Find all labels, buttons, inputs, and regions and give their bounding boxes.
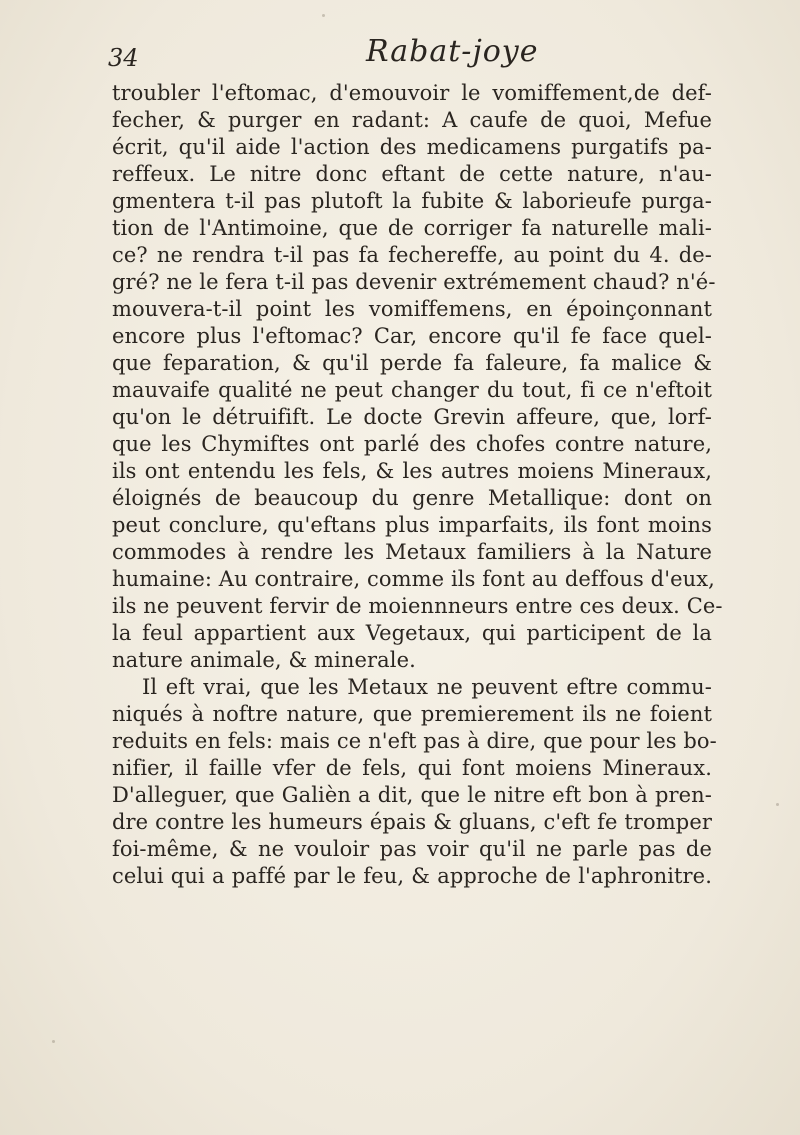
page-number: 34 [108,44,139,72]
text-line: la feul appartient aux Vegetaux, qui participent de la [112,621,712,645]
text-line: D'alleguer, que Galièn a dit, que le nitre eft bon à pren- [112,783,712,807]
text-line: troubler l'eftomac, d'emouvoir le vomiffement,de def- [112,81,712,105]
text-line: reduits en fels: mais ce n'eft pas à dire, que pour les bo- [112,729,717,753]
text-line: nature animale, & minerale. [112,648,416,672]
body-text [112,80,723,890]
text-line: ils ne peuvent fervir de moiennneurs entre ces deux. Ce- [112,594,723,618]
text-line: qu'on le détruifift. Le docte Grevin affeure, que, lorf- [112,405,712,429]
text-line: niqués à noftre nature, que premierement ils ne foient [112,702,712,726]
running-title: Rabat-joye [366,34,539,69]
text-line: gré? ne le fera t-il pas devenir extrémement chaud? n'é- [112,270,716,294]
text-line: que les Chymiftes ont parlé des chofes contre nature, [112,432,712,456]
text-line: humaine: Au contraire, comme ils font au deffous d'eux, [112,567,715,591]
text-line: nifier, il faille vfer de fels, qui font moiens Mineraux. [112,756,712,780]
text-line: tion de l'Antimoine, que de corriger fa naturelle mali- [112,216,712,240]
text-line: peut conclure, qu'eftans plus imparfaits, ils font moins [112,513,712,537]
text-line: foi-même, & ne vouloir pas voir qu'il ne parle pas de [112,837,712,861]
text-line: commodes à rendre les Metaux familiers à la Nature [112,540,712,564]
text-line: reffeux. Le nitre donc eftant de cette nature, n'au- [112,162,712,186]
text-line: ce? ne rendra t-il pas fa fechereffe, au point du 4. de- [112,243,712,267]
text-line: celui qui a paffé par le feu, & approche de l'aphronitre. [112,864,712,888]
paper-blemish [776,803,779,806]
text-line: fecher, & purger en radant: A caufe de quoi, Mefue [112,108,712,132]
page-header [108,34,708,74]
text-line: éloignés de beaucoup du genre Metallique: dont on [112,486,712,510]
paper-blemish [322,14,325,17]
text-line: que feparation, & qu'il perde fa faleure, fa malice & [112,351,712,375]
text-line: ils ont entendu les fels, & les autres moiens Mineraux, [112,459,712,483]
text-line: mouvera-t-il point les vomiffemens, en époinçonnant [112,297,712,321]
text-line: dre contre les humeurs épais & gluans, c'eft fe tromper [112,810,712,834]
text-line: mauvaife qualité ne peut changer du tout, fi ce n'eftoit [112,378,712,402]
paper-blemish [52,1040,55,1043]
text-line: Il eft vrai, que les Metaux ne peuvent eftre commu- [142,675,712,699]
text-line: écrit, qu'il aide l'action des medicamens purgatifs pa- [112,135,712,159]
text-line: encore plus l'eftomac? Car, encore qu'il fe face quel- [112,324,712,348]
text-line: gmentera t-il pas plutoft la fubite & laborieufe purga- [112,189,712,213]
